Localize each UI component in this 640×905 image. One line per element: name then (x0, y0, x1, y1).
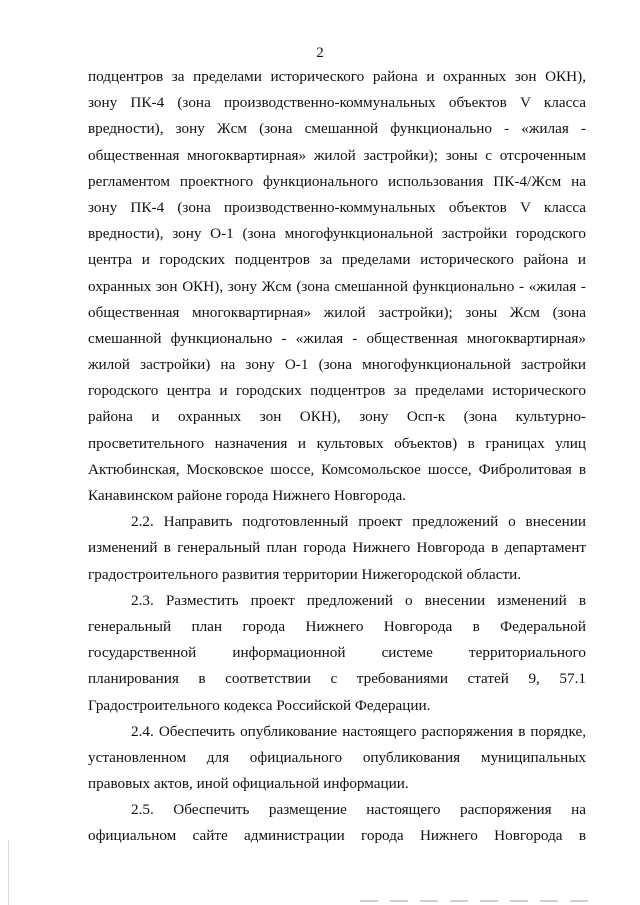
text-line: охранных зон ОКН), зону Жсм (зона смешанной функционально - «жилая - (88, 277, 586, 295)
text-line: вредности), зону Жсм (зона смешанной функционально - «жилая - (88, 120, 586, 138)
paragraph-2-3 (88, 588, 586, 719)
text-line: зону ПК-4 (зона производственно-коммунальных объектов V класса (88, 94, 586, 112)
paragraph-zone-changes (88, 64, 586, 509)
text-line: правовых актов, иной официальной информации. (88, 775, 409, 793)
text-line: генеральный план города Нижнего Новгорода в Федеральной (88, 617, 586, 635)
text-line: вредности), зону О-1 (зона многофункциональной застройки городского (88, 225, 586, 243)
paragraph-2-5 (88, 797, 586, 849)
text-line: просветительного назначения и культовых объектов) в границах улиц (88, 434, 586, 452)
text-line: установленном для официального опубликования муниципальных (88, 748, 586, 766)
text-line: общественная многоквартирная» жилой застройки); зоны Жсм (зона (88, 303, 586, 321)
text-line: подцентров за пределами исторического района и охранных зон ОКН), (88, 68, 586, 85)
text-line: Градостроительного кодекса Российской Федерации. (88, 696, 431, 714)
text-line: городского центра и городских подцентров за пределами исторического (88, 382, 586, 400)
text-line: центра и городских подцентров за пределами исторического района и (88, 251, 586, 269)
document-body (88, 64, 586, 850)
text-line: Актюбинская, Московское шоссе, Комсомольское шоссе, Фибролитовая в (88, 460, 586, 478)
text-line: 2.4. Обеспечить опубликование настоящего распоряжения в порядке, (131, 722, 586, 740)
scan-edge-line (8, 840, 9, 905)
text-line: 2.2. Направить подготовленный проект предложений о внесении (131, 513, 586, 531)
text-line: 2.5. Обеспечить размещение настоящего распоряжения на (131, 801, 586, 819)
text-line: Канавинском районе города Нижнего Новгорода. (88, 487, 407, 504)
text-line: планирования в соответствии с требованиями статей 9, 57.1 (88, 670, 586, 688)
text-line: жилой застройки) на зону О-1 (зона многофункциональной застройки (88, 356, 586, 374)
text-line: смешанной функционально - «жилая - общественная многоквартирная» (88, 329, 586, 347)
text-line: зону ПК-4 (зона производственно-коммунальных объектов V класса (88, 198, 586, 216)
text-line: государственной информационной системе территориального (88, 644, 586, 662)
page-number: 2 (316, 45, 324, 61)
text-line: района и охранных зон ОКН), зону Осп-к (зона культурно- (88, 408, 586, 426)
scan-bottom-artifact (360, 900, 600, 902)
text-line: градостроительного развития территории Нижегородской области. (88, 565, 522, 583)
paragraph-2-2 (88, 509, 586, 588)
text-line: 2.3. Разместить проект предложений о внесении изменений в (131, 591, 586, 609)
text-line: официальном сайте администрации города Нижнего Новгорода в (88, 827, 586, 845)
text-line: регламентом проектного функционального использования ПК-4/Жсм на (88, 172, 586, 190)
paragraph-2-4 (88, 719, 586, 798)
text-line: общественная многоквартирная» жилой застройки); зоны с отсроченным (88, 146, 586, 164)
text-line: изменений в генеральный план города Нижнего Новгорода в департамент (88, 539, 586, 557)
